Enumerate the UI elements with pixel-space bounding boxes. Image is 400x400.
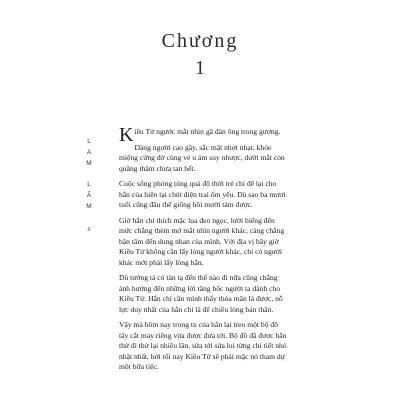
paragraph: Giờ hắn chỉ thích mặc lụa đeo ngọc, lười biếng đến mức chẳng thèm mở mắt nhìn người khác, càng chẳng bận tâm đến dung nhan của mình. Với địa vị bây giờ Kiều Tử không cần lấy lòng người khác, chỉ có người khác mới phải lấy lòng hắn. bbox=[119, 216, 285, 267]
page-number: 6 bbox=[87, 227, 91, 233]
drop-cap: K bbox=[119, 124, 134, 146]
running-letter: L bbox=[87, 138, 91, 145]
running-letter: Ã bbox=[86, 192, 92, 199]
paragraph-text: iều Tử ngước mắt nhìn gã đàn ông trong gương. bbox=[134, 127, 281, 136]
running-letter: A bbox=[86, 149, 92, 156]
running-title-vertical bbox=[83, 136, 95, 212]
chapter-number: 1 bbox=[195, 57, 205, 79]
paragraph: Dù tướng tá có tàn tạ đến thế nào đi nữa cũng chẳng ảnh hưởng đến những lời tâng bốc người ta dành cho Kiều Tử. Hắn chỉ cần mình thấy thỏa mãn là được, nỗ lực duy nhất của hắn chỉ là để chiều lòng bản thân. bbox=[119, 273, 283, 314]
paragraph: Vậy mà hôm nay trong tủ của hắn lại treo một bộ đồ tây cắt may riêng vừa được đưa tới. Bộ đồ đã được hắn thử đi thử lại nhiều lần, sửa tới sửa lui từng chi tiết nhỏ nhặt nhất, bởi tối nay Kiều Tử sẽ phải mặc nó tham dự một bữa tiệc. bbox=[119, 320, 287, 372]
paragraph: Dáng người cao gầy, sắc mặt nhợt nhạt, khóe miệng cứng đờ cùng vẻ u ám suy nhược, dưới mắt còn quầng thâm chưa tan hết. bbox=[119, 142, 285, 173]
running-letter: M bbox=[86, 203, 92, 210]
paragraph: Cuộc sống phóng túng quá độ thời trẻ chỉ để lại cho hắn của hiện tại chút diện trai ốm yếu. Dù sao ba mươi tuổi cũng đâu thể giống hồi mười tám được. bbox=[119, 179, 286, 210]
chapter-heading: Chương bbox=[161, 30, 239, 52]
running-letter: L bbox=[87, 181, 91, 188]
paragraph bbox=[119, 124, 287, 146]
running-gap bbox=[83, 169, 95, 179]
running-letter: M bbox=[86, 160, 92, 167]
chapter-body bbox=[119, 124, 287, 378]
